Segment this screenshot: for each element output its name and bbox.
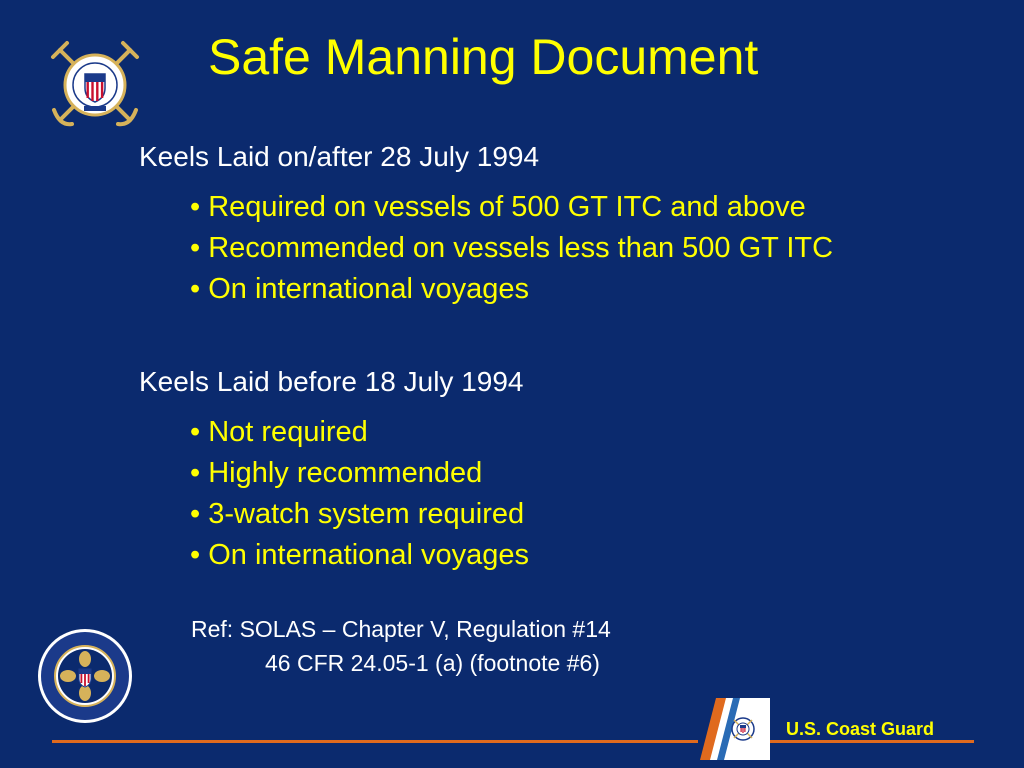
marine-inspection-school-emblem-icon xyxy=(36,627,134,725)
reference-line-1: Ref: SOLAS – Chapter V, Regulation #14 xyxy=(191,616,611,642)
coast-guard-seal-icon xyxy=(50,40,140,128)
bullet-item: • Not required xyxy=(190,412,529,453)
section-bullets-keels-before xyxy=(190,412,529,576)
footer-label: U.S. Coast Guard xyxy=(786,719,935,739)
footer-rule-right xyxy=(760,740,974,743)
coast-guard-racing-stripe-icon xyxy=(698,698,770,760)
bullet-item: • Required on vessels of 500 GT ITC and above xyxy=(190,187,833,228)
bullet-item: • 3-watch system required xyxy=(190,494,529,535)
bullet-item: • Highly recommended xyxy=(190,453,529,494)
bullet-item: • Recommended on vessels less than 500 GT ITC xyxy=(190,228,833,269)
section-heading-keels-after: Keels Laid on/after 28 July 1994 xyxy=(139,141,540,172)
section-heading-keels-before: Keels Laid before 18 July 1994 xyxy=(139,366,524,397)
section-bullets-keels-after xyxy=(190,187,833,310)
reference-note xyxy=(191,612,611,680)
bullet-item: • On international voyages xyxy=(190,535,529,576)
bullet-item: • On international voyages xyxy=(190,269,833,310)
reference-line-2: 46 CFR 24.05-1 (a) (footnote #6) xyxy=(265,650,600,676)
slide-title: Safe Manning Document xyxy=(208,29,759,85)
footer-rule-left xyxy=(52,740,698,743)
